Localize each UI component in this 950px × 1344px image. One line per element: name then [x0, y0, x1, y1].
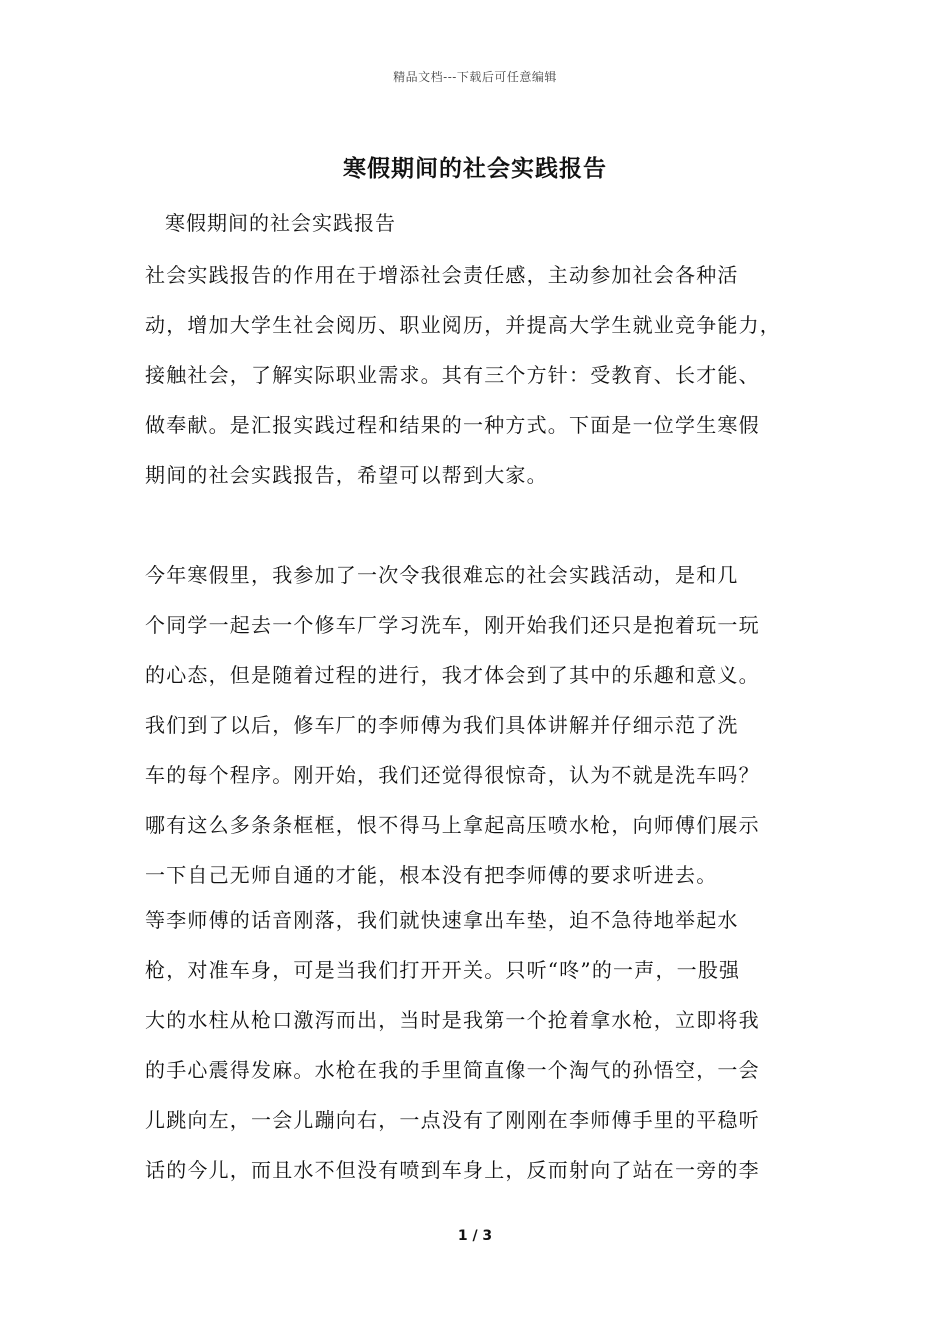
paragraph-line: 个同学一起去一个修车厂学习洗车，刚开始我们还只是抱着玩一玩: [145, 613, 760, 637]
paragraph-1: [145, 250, 835, 500]
paragraph-4: [145, 895, 835, 1195]
paragraph-line: 一下自己无师自通的才能，根本没有把李师傅的要求听进去。: [145, 863, 718, 887]
paragraph-line: 做奉献。是汇报实践过程和结果的一种方式。下面是一位学生寒假: [145, 413, 760, 437]
document-subtitle: 寒假期间的社会实践报告: [165, 211, 396, 235]
paragraph-line: 大的水柱从枪口激泻而出，当时是我第一个抢着拿水枪，立即将我: [145, 1008, 760, 1032]
paragraph-line: 今年寒假里，我参加了一次令我很难忘的社会实践活动，是和几: [145, 563, 739, 587]
paragraph-line: 枪，对准车身，可是当我们打开开关。只听“咚”的一声，一股强: [145, 958, 741, 982]
paragraph-line: 我们到了以后，修车厂的李师傅为我们具体讲解并仔细示范了洗: [145, 713, 739, 737]
paragraph-line: 车的每个程序。刚开始，我们还觉得很惊奇，认为不就是洗车吗？: [145, 763, 760, 787]
paragraph-line: 社会实践报告的作用在于增添社会责任感，主动参加社会各种活: [145, 263, 739, 287]
paragraph-line: 动，增加大学生社会阅历、职业阅历，并提高大学生就业竞争能力，: [145, 313, 781, 337]
paragraph-3: [145, 700, 835, 900]
paragraph-line: 话的今儿，而且水不但没有喷到车身上，反而射向了站在一旁的李: [145, 1158, 760, 1182]
page-indicator: 1 / 3: [457, 1228, 493, 1244]
header-note: 精品文档---下载后可任意编辑: [393, 70, 557, 84]
paragraph-line: 接触社会，了解实际职业需求。其有三个方针：受教育、长才能、: [145, 363, 760, 387]
paragraph-line: 的手心震得发麻。水枪在我的手里简直像一个淘气的孙悟空，一会: [145, 1058, 760, 1082]
paragraph-line: 等李师傅的话音刚落，我们就快速拿出车垫，迫不急待地举起水: [145, 908, 739, 932]
paragraph-line: 哪有这么多条条框框，恨不得马上拿起高压喷水枪，向师傅们展示: [145, 813, 760, 837]
paragraph-line: 儿跳向左，一会儿蹦向右，一点没有了刚刚在李师傅手里的平稳听: [145, 1108, 760, 1132]
document-title: 寒假期间的社会实践报告: [343, 155, 607, 182]
paragraph-line: 期间的社会实践报告，希望可以帮到大家。: [145, 463, 548, 487]
paragraph-2: [145, 550, 835, 700]
paragraph-line: 的心态，但是随着过程的进行，我才体会到了其中的乐趣和意义。: [145, 663, 760, 687]
